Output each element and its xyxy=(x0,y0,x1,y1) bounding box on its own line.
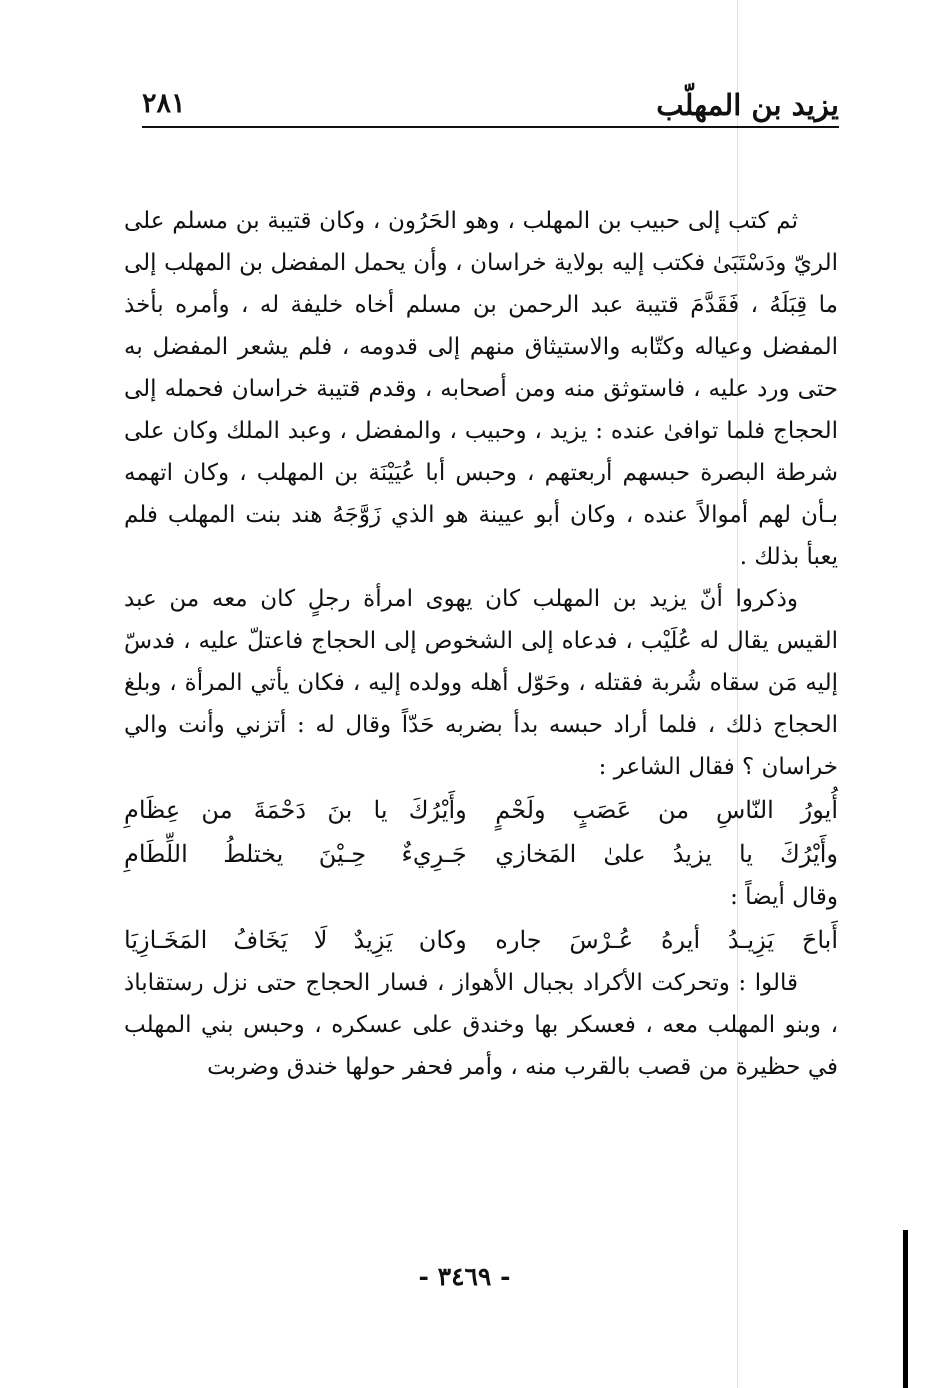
paragraph-2: وذكروا أنّ يزيد بن المهلب كان يهوى امرأة رجلٍ كان معه من عبد القيس يقال له عُلَيْب ، فدعاه إلى الشخوص إلى الحجاج فاعتلّ عليه ، فدسّ إليه مَن سقاه شُربة فقتله ، وحَوّل أهله وولده إليه ، فكان يأتي المرأة ، وبلغ الحجاج ذلك ، فلما أراد حبسه بدأ بضربه حَدّاً وقال له : أتزني وأنت والي خراسان ؟ فقال الشاعر : xyxy=(124,586,838,780)
verse-second-hemistich: وأَيْرُكَ يا بنَ دَحْمَةَ من عِظَامِ xyxy=(124,796,467,824)
binding-edge-mark xyxy=(903,1230,908,1388)
chapter-page-number: ٢٨١ xyxy=(142,88,186,119)
verse-first-hemistich: أُيورُ النّاسِ من عَصَبٍ ولَحْمٍ xyxy=(495,796,838,824)
paragraph-1: ثم كتب إلى حبيب بن المهلب ، وهو الحَرُون ، وكان قتيبة بن مسلم على الريّ ودَسْتَبَىٰ فكتب إليه بولاية خراسان ، وأن يحمل المفضل بن المهلب إلى ما قِبَلَهُ ، فَقَدَّمَ قتيبة عبد الرحمن بن مسلم أخاه خليفة له ، وأمره بأخذ المفضل وعياله وكتّابه والاستيثاق منهم إلى قدومه ، فلم يشعر المفضل به حتى ورد عليه ، فاستوثق منه ومن أصحابه ، وقدم قتيبة خراسان فحمله إلى الحجاج فلما توافىٰ عنده : يزيد ، وحبيب ، والمفضل ، وعبد الملك وكان على شرطة البصرة حبسهم أربعتهم ، وحبس أبا عُيَيْنَة بن المهلب ، وكان اتهمه بـأن لهم أموالاً عنده ، وكان أبو عيينة هو الذي زَوَّجَهُ هند بنت المهلب فلم يعبأ بذلك . xyxy=(124,208,838,570)
verse-intro: وقال أيضاً : xyxy=(730,884,838,910)
verse-line-1 xyxy=(124,788,838,832)
verse-first-hemistich: وأَيْرُكَ يا يزيدُ علىٰ المَخازي xyxy=(495,840,838,868)
verse-second-hemistich: جَـرِيءٌ حِـيْنَ يختلطُ اللِّطَامِ xyxy=(124,840,467,868)
paragraph-3: قالوا : وتحركت الأكراد بجبال الأهواز ، فسار الحجاج حتى نزل رستقاباذ ، وبنو المهلب معه ، فعسكر بها وخندق على عسكره ، وحبس بني المهلب في حظيرة من قصب بالقرب منه ، وأمر فحفر حولها خندق وضربت xyxy=(124,970,838,1080)
running-title: يزيد بن المهلّب xyxy=(656,88,839,122)
running-header xyxy=(142,86,839,128)
verse-line-2 xyxy=(124,832,838,876)
verse-first-hemistich: أَباحَ يَزِيـدُ أيرهُ عُـرْسَ جاره xyxy=(495,926,838,954)
verse-second-hemistich: وكان يَزِيدٌ لَا يَخَافُ المَخَـازِيَا xyxy=(124,926,467,954)
verse-line-3 xyxy=(124,918,838,962)
page-footer-number: - ٣٤٦٩ - xyxy=(418,1262,511,1291)
page-body xyxy=(124,200,838,1088)
